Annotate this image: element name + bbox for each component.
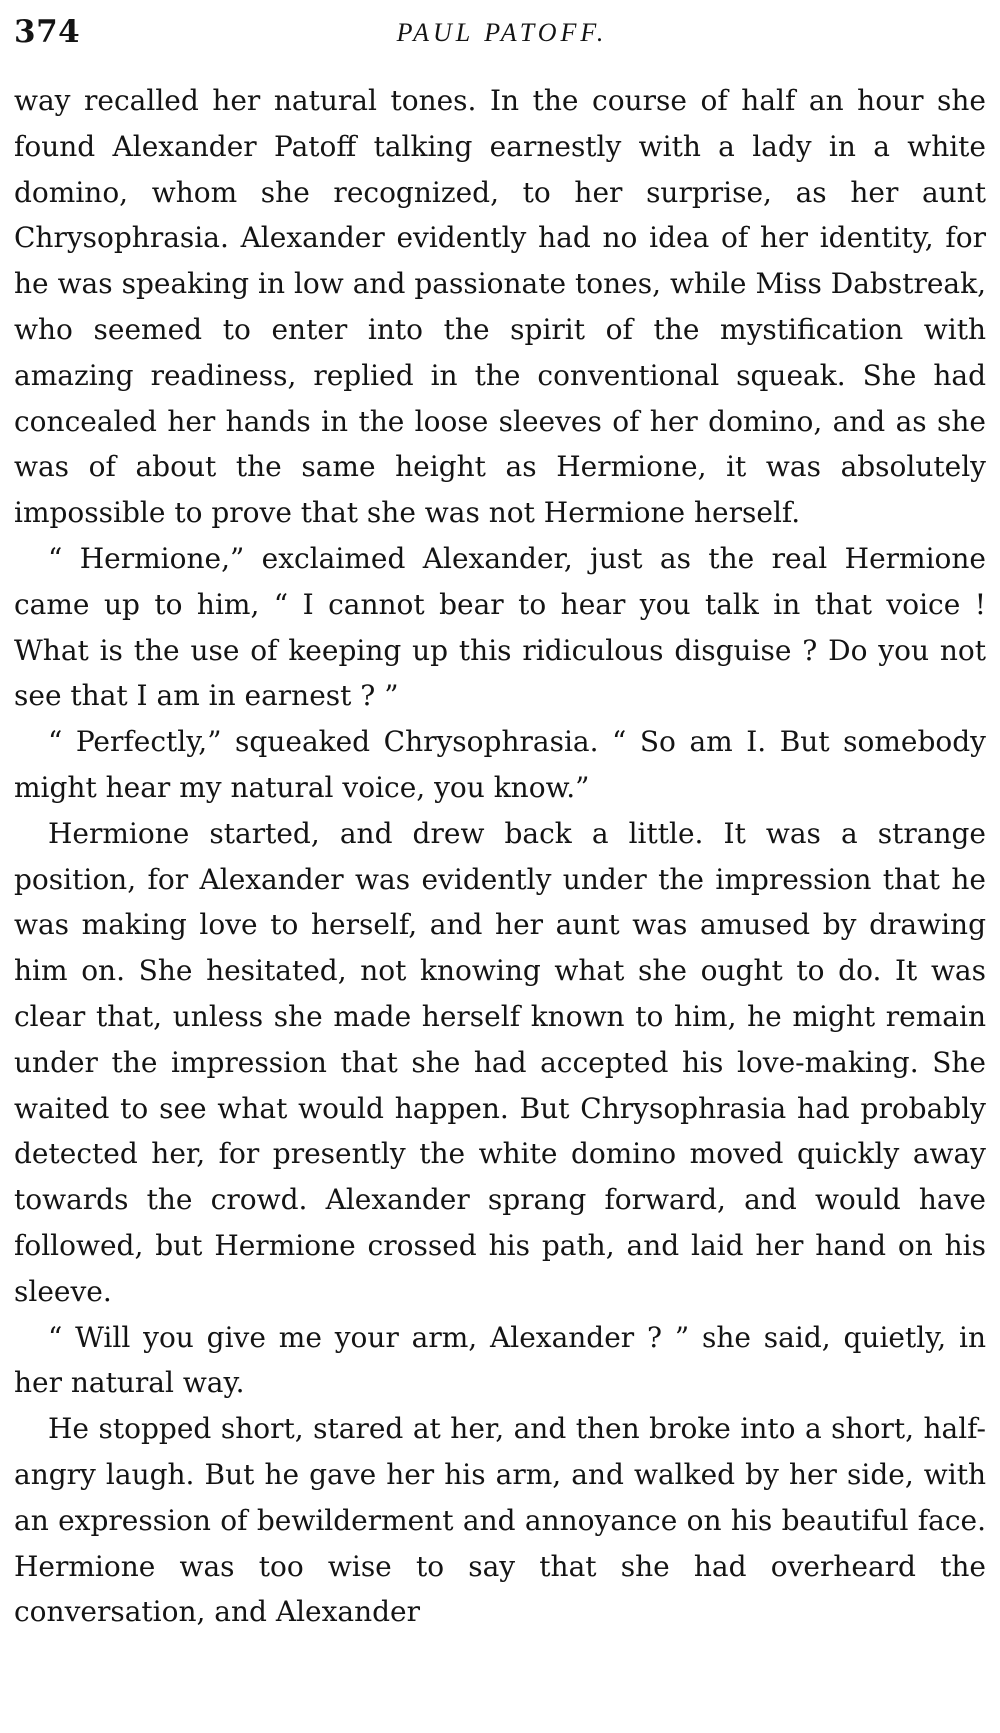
- page-body: [14, 78, 986, 1635]
- page-number: 374: [14, 14, 81, 50]
- paragraph: “ Hermione,” exclaimed Alexander, just as the real Hermione came up to him, “ I cannot bear to hear you talk in that voice ! What is the use of keeping up this ridiculous disguise ? Do you not see that I am in earnest ? ”: [14, 541, 986, 713]
- paragraph: way recalled her natural tones. In the course of half an hour she found Alexander Patoff talking earnestly with a lady in a white domino, whom she recognized, to her surprise, as her aunt Chrysophrasia. Alexander evidently had no idea of her identity, for he was speaking in low and passionate tones, while Miss Dabstreak, who seemed to enter into the spirit of the mystification with amazing readiness, replied in the conventional squeak. She had concealed her hands in the loose sleeves of her domino, and as she was of about the same height as Hermione, it was absolutely impossible to prove that she was not Hermione herself.: [14, 84, 986, 530]
- paragraph: “ Will you give me your arm, Alexander ? ” she said, quietly, in her natural way.: [14, 1320, 986, 1400]
- running-title: PAUL PATOFF.: [396, 18, 608, 47]
- paragraph: Hermione started, and drew back a little. It was a strange position, for Alexander was evidently under the impression that he was making love to herself, and her aunt was amused by drawing him on. She hesitated, not knowing what she ought to do. It was clear that, unless she made herself known to him, he might remain under the impression that she had accepted his love-making. She waited to see what would happen. But Chrysophrasia had probably detected her, for presently the white domino moved quickly away towards the crowd. Alexander sprang forward, and would have followed, but Hermione crossed his path, and laid her hand on his sleeve.: [14, 816, 986, 1308]
- book-page: [14, 0, 990, 1629]
- paragraph: “ Perfectly,” squeaked Chrysophrasia. “ So am I. But somebody might hear my natural voice, you know.”: [14, 725, 986, 804]
- page-header: [14, 0, 990, 60]
- paragraph: He stopped short, stared at her, and then broke into a short, half-angry laugh. But he gave her his arm, and walked by her side, with an expression of bewilderment and annoyance on his beautiful face. Hermione was too wise to say that she had overheard the conversation, and Alexander: [14, 1412, 986, 1629]
